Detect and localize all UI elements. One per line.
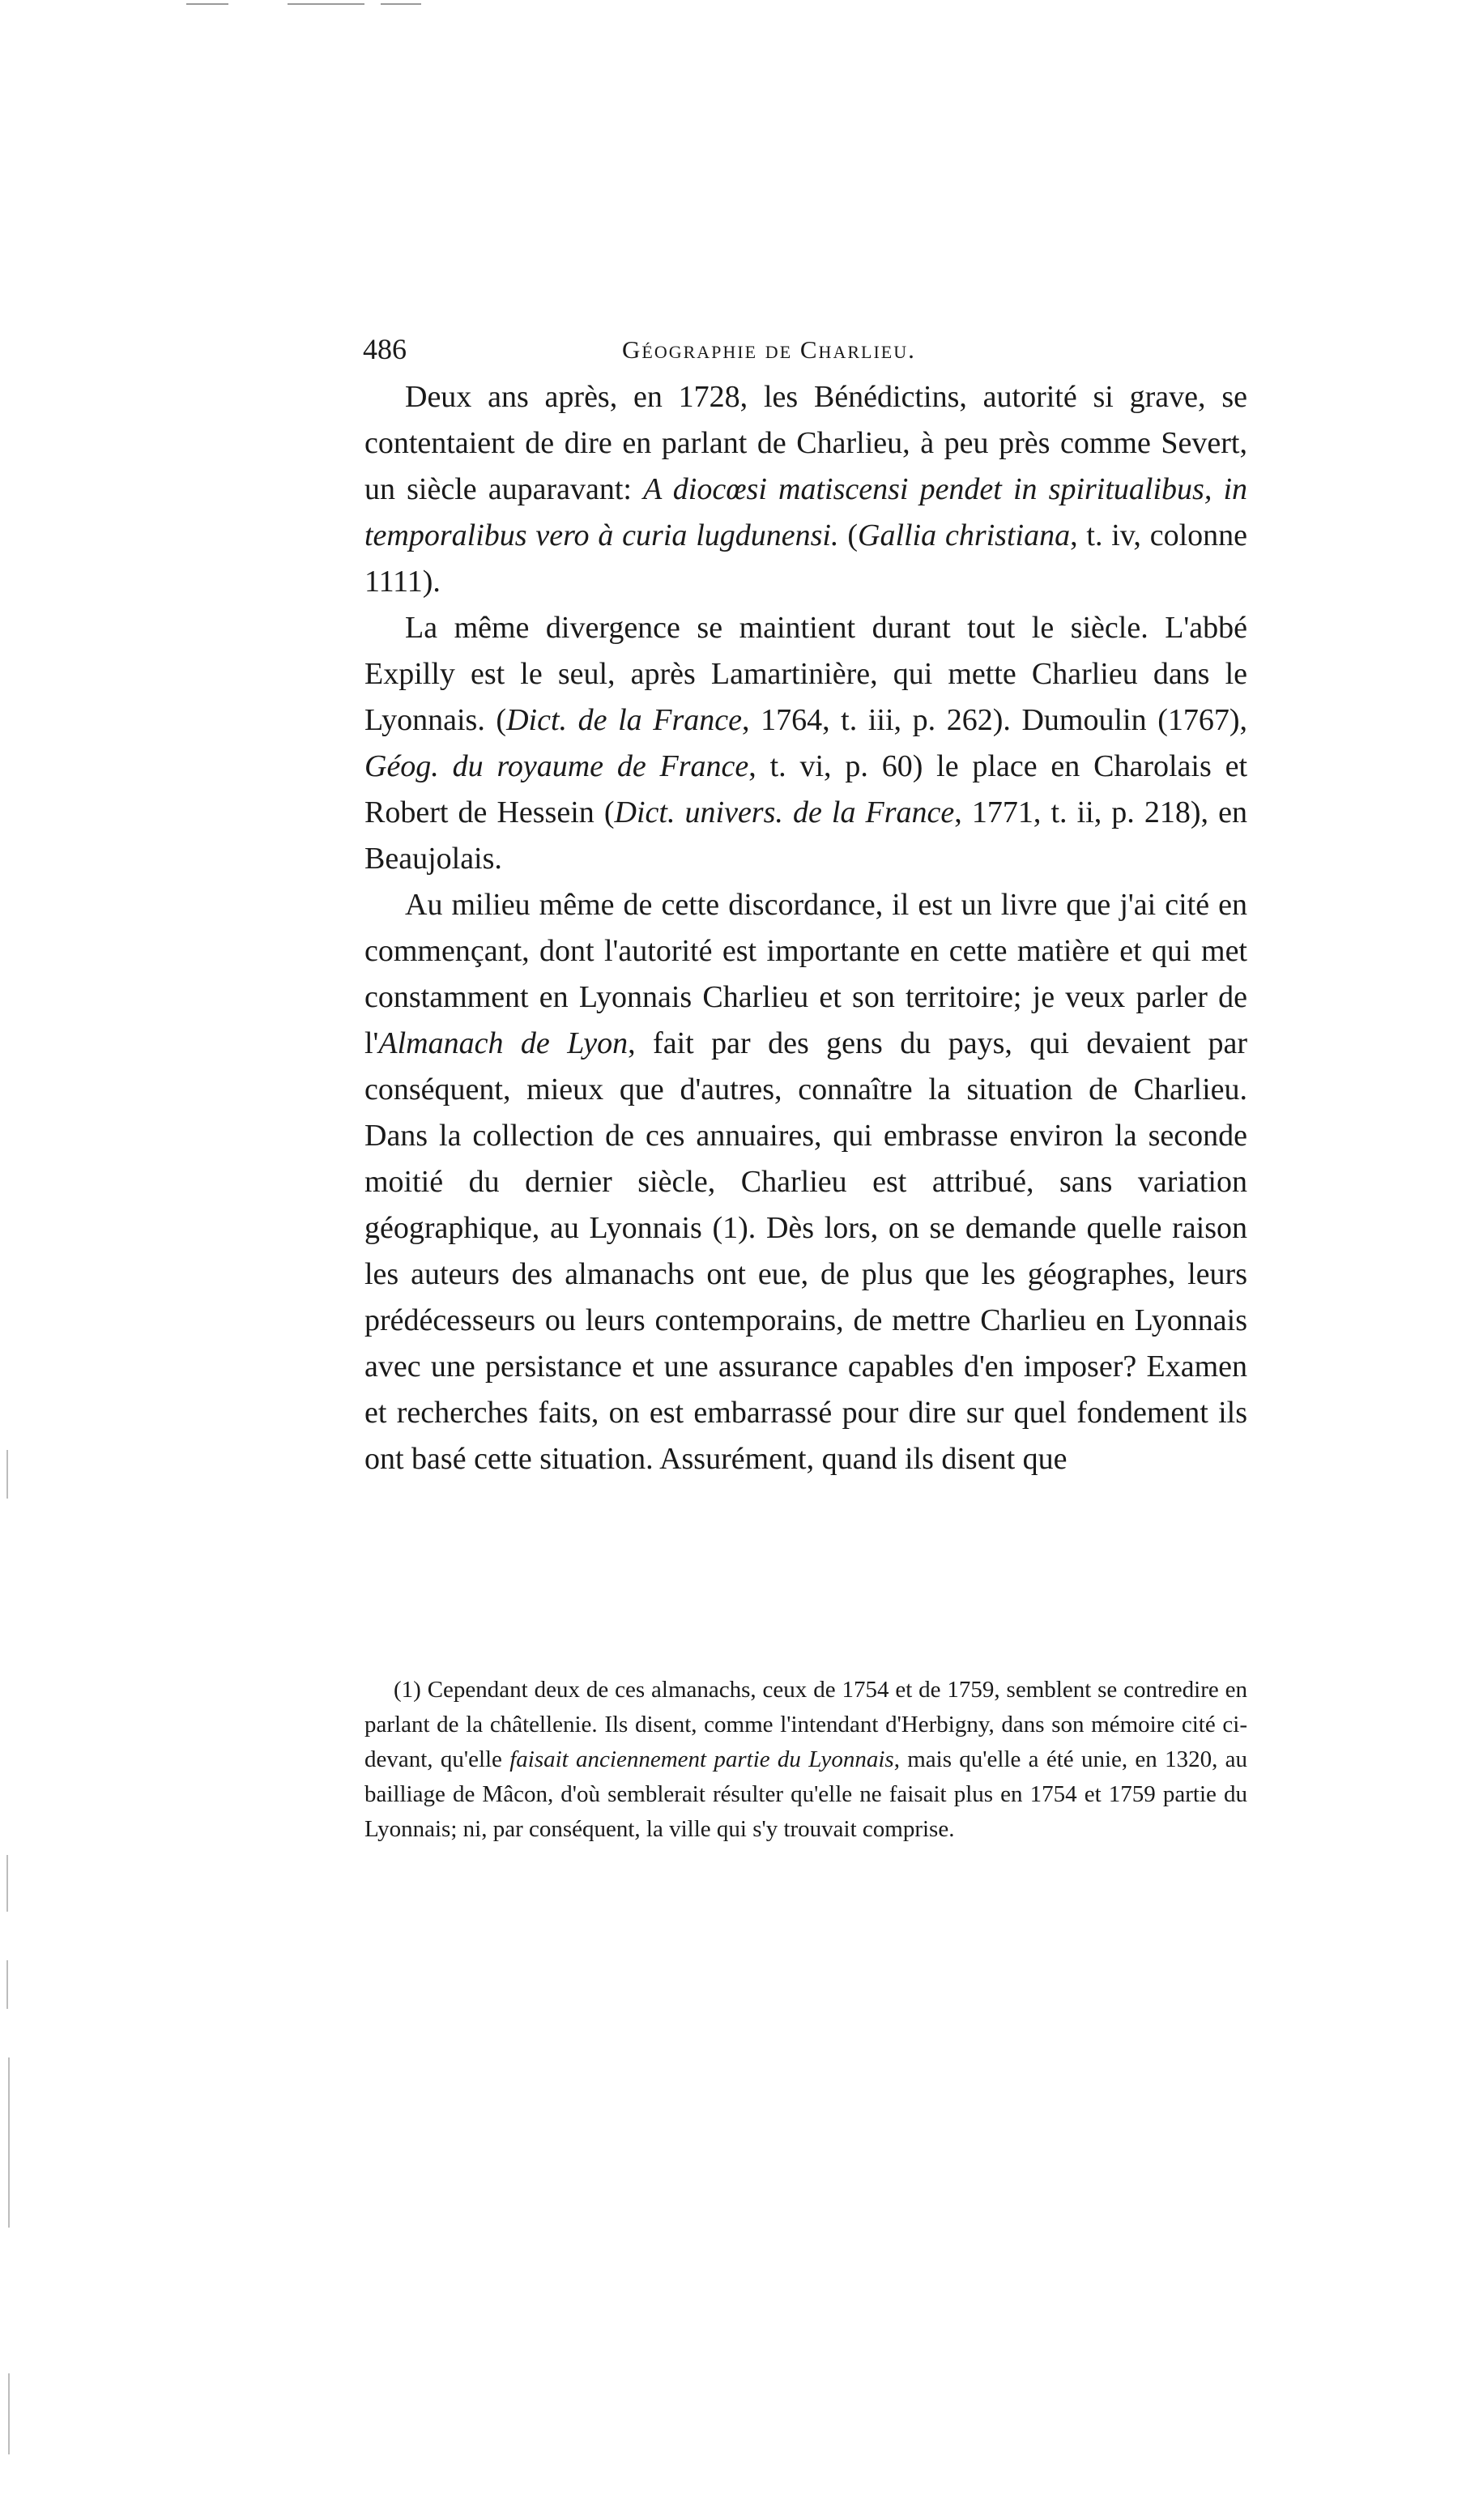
text-run: , fait par des gens du pays, qui devaient par conséquent, mieux que d'autres, connaître la situation de Charlieu. Dans la collection de ces annuaires, qui embrasse environ la seconde moitié du dernier siècle, Charlieu est attribué, sans variation géographique, au Lyonnais (1). Dès lors, on se demande quelle raison les auteurs des almanachs ont eue, de plus que les géographes, leurs prédécesseurs ou leurs contemporains, de mettre Charlieu en Lyonnais avec une persistance et une assurance capables d'en imposer? Examen et recherches faits, on est embarrassé pour dire sur quel fondement ils ont basé cette situation. Assurément, quand ils disent que xyxy=(364,1026,1247,1476)
italic-text: A diocœsi matiscensi pendet in spiritualibus, in temporalibus vero à curia lugdunensi. xyxy=(364,472,1247,552)
footnote xyxy=(364,1673,1247,1847)
page-number: 486 xyxy=(363,333,407,365)
italic-text: faisait anciennement partie du Lyonnais xyxy=(509,1746,894,1772)
scan-top-mark xyxy=(186,3,228,5)
paragraph xyxy=(364,882,1247,1482)
text-run: , t. iv, colonne 1111). xyxy=(364,518,1248,599)
italic-text: Géog. du royaume de France xyxy=(364,749,749,783)
footnotes xyxy=(364,1673,1247,1847)
text-run: Au milieu même de cette discordance, il est un livre que j'ai cité en commençant, dont l'autorité est importante en cette matière et qui met constamment en Lyonnais Charlieu et son territoire; je veux parler de l' xyxy=(364,888,1247,1060)
italic-text: Gallia christiana xyxy=(858,518,1071,552)
text-run: La même divergence se maintient durant tout le siècle. L'abbé Expilly est le seul, après Lamartinière, qui mette Charlieu dans le Lyonnais. ( xyxy=(364,611,1247,737)
scan-top-mark xyxy=(288,3,364,5)
italic-text: Dict. univers. de la France xyxy=(614,795,955,829)
scan-top-mark xyxy=(381,3,421,5)
italic-text: Almanach de Lyon xyxy=(378,1026,629,1060)
scan-left-edge-mark xyxy=(6,1450,8,1499)
paragraph xyxy=(364,374,1247,605)
paragraph xyxy=(364,605,1247,882)
running-title: Géographie de Charlieu. xyxy=(622,335,916,364)
scan-left-edge-mark xyxy=(8,2373,10,2454)
text-run: ( xyxy=(838,518,858,552)
running-head xyxy=(363,332,1247,373)
scan-left-edge-mark xyxy=(6,1960,8,2009)
scan-left-edge-mark xyxy=(8,2057,10,2228)
main-text xyxy=(364,374,1247,1482)
text-run: , mais qu'elle a été unie, en 1320, au bailliage de Mâcon, d'où semblerait résulter qu'elle ne faisait plus en 1754 et 1759 partie du Lyonnais; ni, par conséquent, la ville qui s'y trouvait comprise. xyxy=(364,1746,1247,1842)
italic-text: Dict. de la France xyxy=(506,703,742,737)
scan-left-edge-mark xyxy=(6,1855,8,1912)
text-run: Deux ans après, en 1728, les Bénédictins, autorité si grave, se contentaient de dire en parlant de Charlieu, à peu près comme Severt, un siècle auparavant: xyxy=(364,380,1247,506)
text-run: , 1764, t. iii, p. 262). Dumoulin (1767), xyxy=(741,703,1247,737)
text-run: (1) Cependant deux de ces almanachs, ceux de 1754 et de 1759, semblent se contredire en parlant de la châtellenie. Ils disent, comme l'intendant d'Herbigny, dans son mémoire cité ci-devant, qu'elle xyxy=(364,1677,1247,1772)
text-run: , 1771, t. ii, p. 218), en Beaujolais. xyxy=(364,795,1247,876)
text-run: , t. vi, p. 60) le place en Charolais et Robert de Hessein ( xyxy=(364,749,1247,829)
